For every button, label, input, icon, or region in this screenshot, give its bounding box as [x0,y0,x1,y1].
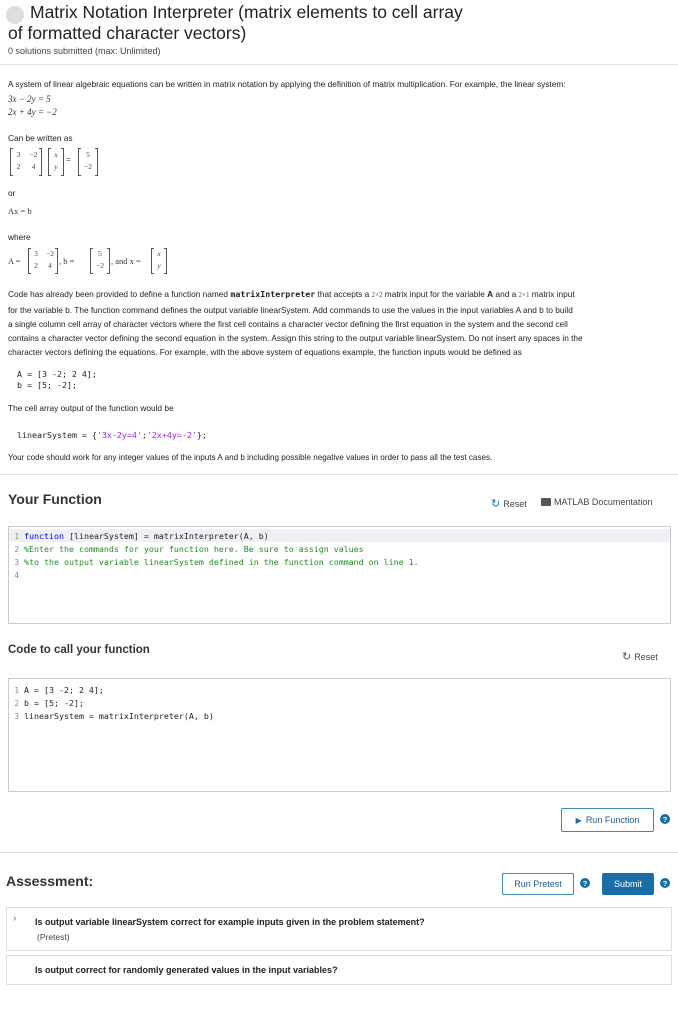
ax-eq-b: Ax = b [8,206,32,216]
line-number: 3 [14,558,19,567]
reset-label: Reset [503,498,527,509]
matrix-cell: −2 [29,150,38,159]
matrix-A [28,249,58,273]
test-tag: (Pretest) [37,932,70,942]
reset-button[interactable] [491,497,527,510]
problem-intro: A system of linear algebraic equations can be written in matrix notation by applying the definition of matrix multiplication. For example, the linear system: [8,79,566,89]
matrix-b [78,149,98,175]
code-string: '2x+4y=-2' [146,430,197,440]
equation-2: 2x + 4y = −2 [8,107,57,117]
equation-1: 3x − 2y = 5 [8,94,51,104]
documentation-icon [541,498,551,506]
where-b-label: , b = [59,256,75,266]
text: matrix input [529,289,575,299]
matrix-cell: 3 [16,150,21,159]
your-function-heading: Your Function [8,491,102,507]
where-x-label: , and x = [111,256,141,266]
text: Code has already been provided to define a function named [8,289,231,299]
function-code-editor[interactable] [8,526,671,624]
matrix-cell: 2 [34,261,38,270]
description-line-1 [8,287,673,302]
matrix-cell: 4 [31,162,36,171]
description-line-4: contains a character vector defining the second equation in the system. Assign this string to the output variable linearSystem. Do not insert any spaces in the [8,333,583,343]
or-label: or [8,188,16,198]
test-item[interactable] [6,907,672,951]
input-code-line: A = [3 -2; 2 4]; [17,369,97,379]
line-number: 2 [14,545,19,554]
can-be-written-label: Can be written as [8,133,73,143]
divider [0,852,678,853]
test-item[interactable] [6,955,672,985]
input-code-line: b = [5; -2]; [17,380,77,390]
solutions-count: 0 solutions submitted (max: Unlimited) [8,46,161,56]
page-title: Matrix Notation Interpreter (matrix elements to cell array of formatted character vectors) [8,2,463,43]
matrix-cell: −2 [96,261,104,270]
code-comment: %Enter the commands for your function here. Be sure to assign values [24,544,364,554]
line-number: 4 [14,571,19,580]
reset-icon: ↻ [491,498,501,510]
reset-label: Reset [634,651,658,662]
divider [0,474,678,475]
run-function-label: Run Function [585,815,640,825]
where-label: where [8,232,31,242]
code-text: linearSystem = { [17,430,97,440]
matlab-documentation-link[interactable] [541,497,652,507]
matrix-cell: y [54,162,58,171]
description-line-5: character vectors defining the equations. For example, with the above system of equations example, the function inputs would be defined as [8,347,522,357]
dimension: 2×2 [371,291,383,299]
line-number: 1 [14,686,19,695]
variable-name: A [487,289,494,299]
note-text: Your code should work for any integer values of the inputs A and b including possible negative values in order to pass all the test cases. [8,453,493,462]
code-line [24,531,269,541]
divider [0,64,678,65]
matrix-cell: 5 [86,150,90,159]
test-title: Is output variable linearSystem correct for example inputs given in the problem statement? [35,917,425,927]
line-number: 2 [14,699,19,708]
matrix-cell: 4 [48,261,52,270]
matrix-cell: 5 [98,249,102,258]
code-line: b = [5; -2]; [24,698,84,708]
code-line: A = [3 -2; 2 4]; [24,685,104,695]
code-text: [linearSystem] = matrixInterpreter(A, b) [63,531,269,541]
call-function-heading: Code to call your function [8,644,150,656]
code-comment: %to the output variable linearSystem defined in the function command on line 1. [24,557,419,567]
matrix-A [10,149,42,175]
help-icon[interactable]: ? [580,878,590,888]
description-line-2: for the variable b. The function command defines the output variable linearSystem. Add commands to use the values in the input variables A and b to build [8,305,573,315]
matrix-cell: 2 [16,162,21,171]
help-icon[interactable]: ? [660,878,670,888]
code-line: linearSystem = matrixInterpreter(A, b) [24,711,214,721]
dimension: 2×1 [518,291,530,299]
call-code-editor[interactable] [8,678,671,792]
code-text: }; [196,430,207,440]
function-name: matrixInterpreter [230,289,316,299]
where-A-label: A = [8,256,21,266]
text: matrix input for the variable [382,289,488,299]
matrix-cell: −2 [46,249,54,258]
reset-call-button[interactable] [622,650,658,663]
run-function-button[interactable] [561,808,654,832]
code-text: ; [141,430,147,440]
code-string: '3x-2y=4' [96,430,142,440]
chevron-right-icon[interactable]: › [13,913,17,924]
submit-button[interactable]: Submit [602,873,654,895]
play-icon: ▶ [575,815,582,825]
code-keyword: function [24,531,64,541]
documentation-label: MATLAB Documentation [554,497,653,507]
output-code [17,431,207,441]
line-number: 1 [14,532,19,541]
matrix-cell: y [157,261,161,270]
matrix-b [90,249,110,273]
text: that accepts a [315,289,372,299]
matrix-x [151,249,167,273]
matrix-cell: 3 [34,249,38,258]
help-icon[interactable]: ? [660,814,670,824]
reset-icon: ↻ [622,651,632,663]
matrix-cell: x [157,249,161,258]
run-pretest-button[interactable]: Run Pretest [502,873,574,895]
description-line-3: a single column cell array of character vectors where the first cell contains a character vector defining the first equation in the system and the second cell [8,319,568,329]
equals-sign: = [66,155,72,165]
cell-output-text: The cell array output of the function would be [8,403,174,413]
matrix-cell: x [54,150,58,159]
assessment-heading: Assessment: [6,873,94,889]
matrix-x [48,149,64,175]
line-number: 3 [14,712,19,721]
test-title: Is output correct for randomly generated values in the input variables? [35,965,338,975]
text: and a [493,289,519,299]
matrix-cell: −2 [84,162,92,171]
